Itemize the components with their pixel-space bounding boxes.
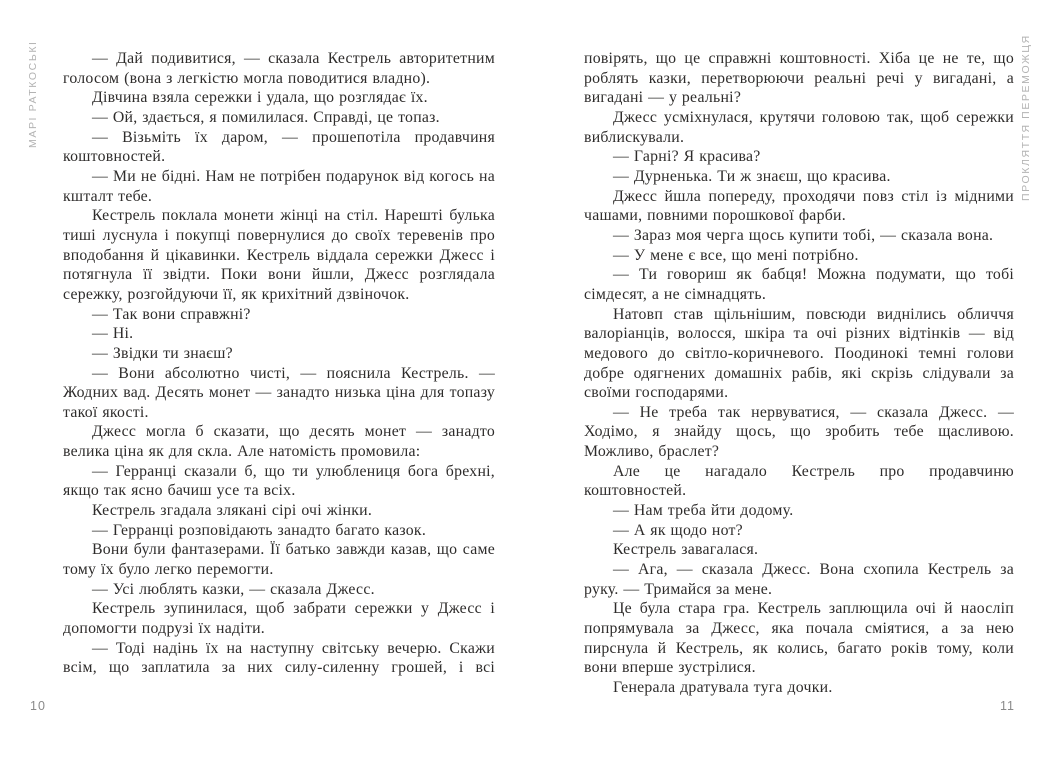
paragraph: — Ти говориш як бабця! Можна подумати, що тобі сімдесят, а не сімнадцять. bbox=[584, 266, 1014, 303]
paragraph: — Візьміть їх даром, — прошепотіла продавчиня коштовностей. bbox=[63, 128, 495, 166]
author-margin-label: МАРІ РАТКОСЬКІ bbox=[27, 40, 39, 148]
paragraph: — Дай подивитися, — сказала Кестрель авторитетним голосом (вона з легкістю могла поводитися владно). bbox=[63, 50, 495, 87]
paragraph: Джесс йшла попереду, проходячи повз стіл із мідними чашами, повними порошкової фарби. bbox=[584, 187, 1014, 225]
paragraph: — Ага, — сказала Джесс. Вона схопила Кестрель за руку. — Тримайся за мене. bbox=[584, 561, 1014, 598]
paragraph: Вони були фантазерами. Її батько завжди казав, що саме тому їх було легко перемогти. bbox=[63, 541, 495, 579]
paragraph: — Звідки ти знаєш? bbox=[92, 344, 233, 362]
paragraph: — Герранці сказали б, що ти улюблениця бога брехні, якщо так ясно бачиш усе та всіх. bbox=[63, 462, 495, 500]
paragraph: Дівчина взяла сережки і удала, що розглядає їх. bbox=[92, 89, 428, 107]
paragraph: — Ні. bbox=[92, 325, 134, 343]
paragraph: Це була стара гра. Кестрель заплющила очі й наосліп попрямувала за Джесс, яка почала сміятися, а за нею пирснула й Кестрель, як колись, багато років тому, коли вони вперше зустрілися. bbox=[584, 600, 1014, 677]
paragraph: — Нам треба йти додому. bbox=[613, 502, 794, 520]
paragraph: Джесс могла б сказати, що десять монет — занадто велика ціна як для скла. Але натомість промовила: bbox=[63, 423, 495, 461]
paragraph: — Герранці розповідають занадто багато казок. bbox=[92, 521, 427, 539]
paragraph: — У мене є все, що мені потрібно. bbox=[613, 246, 859, 264]
paragraph: Кестрель зупинилася, щоб забрати сережки у Джесс і допомогти подрузі їх надіти. bbox=[63, 600, 495, 638]
paragraph: Джесс усміхнулася, крутячи головою так, щоб сережки виблискували. bbox=[584, 108, 1014, 146]
paragraph: — Гарні? Я красива? bbox=[613, 148, 761, 166]
paragraph: Кестрель завагалася. bbox=[613, 541, 759, 559]
right-page-text-column bbox=[584, 49, 1014, 698]
paragraph: — Усі люблять казки, — сказала Джесс. bbox=[92, 580, 375, 598]
paragraph: — Так вони справжні? bbox=[92, 305, 251, 323]
paragraph: — Вони абсолютно чисті, — пояснила Кестрель. — Жодних вад. Десять монет — занадто низька ціна для топазу такої якості. bbox=[63, 364, 495, 421]
paragraph: — Зараз моя черга щось купити тобі, — сказала вона. bbox=[613, 226, 994, 244]
paragraph: — Ой, здається, я помилилася. Справді, це топаз. bbox=[92, 108, 440, 126]
paragraph: — А як щодо нот? bbox=[613, 521, 743, 539]
paragraph: Натовп став щільнішим, повсюди виднілись обличчя валоріанців, волосся, шкіра та очі різних відтінків — від медового до світло-коричневого. Поодинокі темні голови добре одягнених домашніх рабів, які скрізь слідували за своїми господарями. bbox=[584, 305, 1014, 402]
paragraph: — Тоді надінь їх на наступну світську вечерю. Скажи всім, що заплатила за них силу-силенну грошей, і всі bbox=[63, 639, 495, 677]
paragraph: Генерала дратувала туга дочки. bbox=[613, 679, 833, 696]
paragraph: повірять, що це справжні коштовності. Хіба це не те, що роблять казки, перетворюючи реальні речі у вигадані, а вигадані — у реальні? bbox=[584, 50, 1014, 107]
paragraph: Кестрель поклала монети жінці на стіл. Нарешті булька тиші луснула і покупці повернулися до своїх теревенів про вподобання й цікавинки. Кестрель віддала сережки Джесс і потягнула її звідти. Поки вони йшли, Джесс розглядала сережку, розгойдуючи її, як крихітний дзвіночок. bbox=[63, 207, 495, 303]
paragraph: Але це нагадало Кестрель про продавчиню коштовностей. bbox=[584, 462, 1014, 500]
book-title-margin-label: ПРОКЛЯТТЯ ПЕРЕМОЖЦЯ bbox=[1020, 34, 1032, 201]
paragraph: — Не треба так нервуватися, — сказала Джесс. — Ходімо, я знайду щось, що зробить тебе щасливою. Можливо, браслет? bbox=[584, 403, 1014, 461]
left-page-text-column bbox=[63, 49, 495, 678]
paragraph: — Ми не бідні. Нам не потрібен подарунок від когось на кшталт тебе. bbox=[63, 167, 495, 205]
paragraph: — Дурненька. Ти ж знаєш, що красива. bbox=[613, 167, 891, 185]
left-page-number: 10 bbox=[30, 699, 46, 713]
right-page-number: 11 bbox=[1000, 699, 1015, 713]
paragraph: Кестрель згадала злякані сірі очі жінки. bbox=[92, 502, 373, 520]
